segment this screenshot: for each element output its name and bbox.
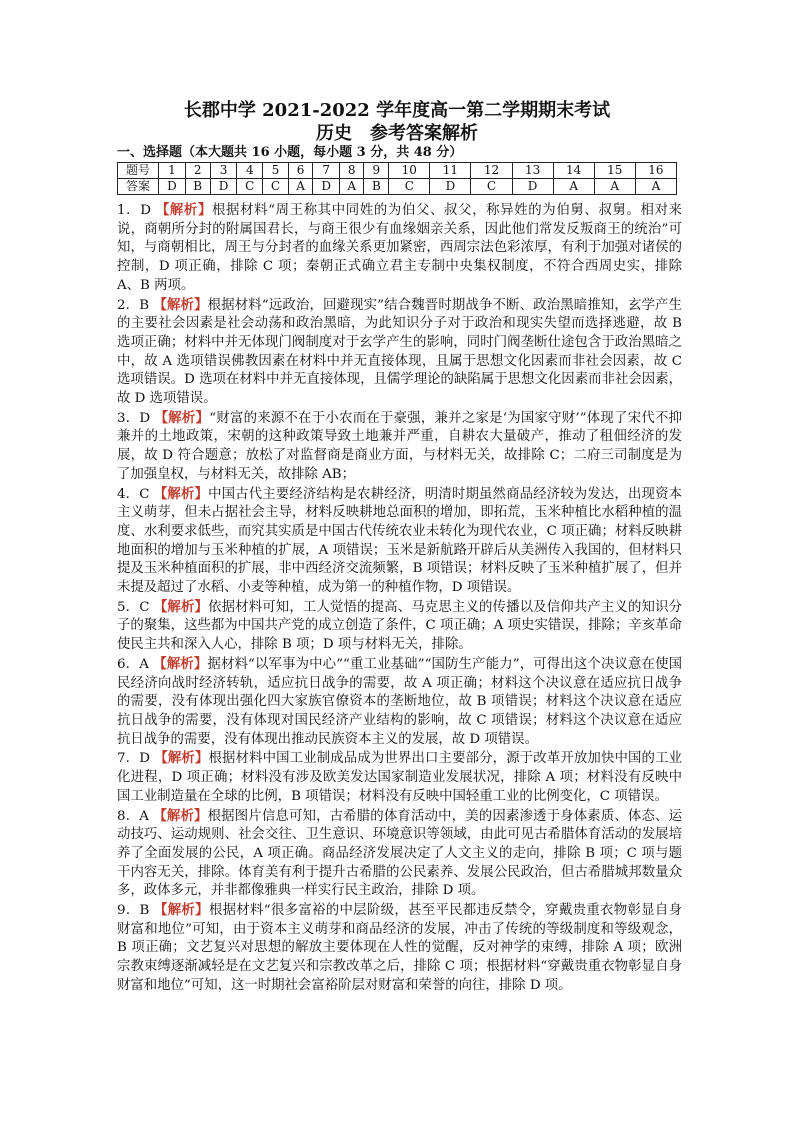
analysis-tag: 【解析】 xyxy=(153,655,208,672)
answer-cell: C xyxy=(263,179,289,195)
question-number: 7 xyxy=(313,163,340,179)
explanation-item xyxy=(117,901,682,996)
analysis-tag: 【解析】 xyxy=(153,296,208,313)
question-number: 9 xyxy=(364,163,389,179)
answer-row xyxy=(118,179,677,195)
explanations xyxy=(117,201,682,996)
analysis-tag: 【解析】 xyxy=(153,598,209,615)
question-number: 1 xyxy=(159,163,186,179)
explanation-text: 根据材料“很多富裕的中层阶级，甚至平民都违反禁令，穿戴贵重衣物彰显自身财富和地位”可知，由于资本主义萌芽和商品经济的发展，冲击了传统的等级制度和等级观念，B 项正确；文艺复兴对思想的解放主要体现在人性的觉醒，反对神学的束缚，排除 A 项；欧洲宗教束缚逐渐减轻是在文艺复兴和宗教改革之后，排除 C 项；根据材料“穿戴贵重衣物彰显自身财富和地位”可知，这一时期社会富裕阶层对财富和荣誉的向往，排除 D 项。 xyxy=(117,903,683,993)
explanation-number: 7．D xyxy=(117,751,155,767)
section-heading: 一、选择题（本大题共 16 小题，每小题 3 分，共 48 分） xyxy=(117,145,463,160)
answer-cell: D xyxy=(210,179,237,195)
explanation-item xyxy=(117,749,682,806)
answer-cell: C xyxy=(471,179,512,195)
explanation-number: 2．B xyxy=(117,297,154,313)
analysis-tag: 【解析】 xyxy=(153,902,209,919)
analysis-tag: 【解析】 xyxy=(154,750,209,767)
question-number: 3 xyxy=(210,163,237,179)
exam-subtitle: 历史 参考答案解析 xyxy=(316,123,478,144)
explanation-item xyxy=(117,409,682,485)
row-label-answer: 答案 xyxy=(118,179,159,195)
question-number: 13 xyxy=(512,163,553,179)
analysis-tag: 【解析】 xyxy=(154,409,210,426)
answer-cell: D xyxy=(512,179,553,195)
answer-cell: A xyxy=(340,179,364,195)
question-number: 8 xyxy=(340,163,364,179)
answer-cell: D xyxy=(430,179,471,195)
explanation-text: “财富的来源不在于小农而在于豪强，兼并之家是‘为国家守财’”体现了宋代不抑兼并的土地政策，宋朝的这种政策导致土地兼并严重，自耕农大量破产，推动了租佃经济的发展，故 D 符合题意；放松了对监督商是商业方面，与材料无关，故排除 C；二府三司制度是为了加强皇权，与材料无关，故排除 AB； xyxy=(117,410,683,482)
explanation-number: 9．B xyxy=(117,903,154,919)
answer-cell: B xyxy=(364,179,389,195)
analysis-tag: 【解析】 xyxy=(153,807,208,824)
explanation-number: 6．A xyxy=(117,656,154,672)
question-number: 10 xyxy=(389,163,430,179)
answer-cell: A xyxy=(635,179,676,195)
explanation-item xyxy=(117,201,682,296)
analysis-tag: 【解析】 xyxy=(153,485,209,502)
question-number: 5 xyxy=(263,163,289,179)
question-number: 4 xyxy=(237,163,263,179)
explanation-number: 1．D xyxy=(117,203,156,218)
explanation-item xyxy=(117,296,682,409)
question-number: 16 xyxy=(635,163,676,179)
row-label-number: 题号 xyxy=(118,163,159,179)
answer-cell: A xyxy=(553,179,594,195)
question-number: 14 xyxy=(553,163,594,179)
answer-cell: A xyxy=(288,179,312,195)
explanation-text: 根据材料中国工业制成品成为世界出口主要部分，源于改革开放加快中国的工业化进程，D 项正确；材料没有涉及欧美发达国家制造业发展状况，排除 A 项；材料没有反映中国工业制造量在全球的比例，B 项错误；材料没有反映中国轻重工业的比例变化，C 项错误。 xyxy=(117,751,683,804)
explanation-item xyxy=(117,807,682,902)
question-number: 12 xyxy=(471,163,512,179)
explanation-number: 4．C xyxy=(117,486,154,502)
question-number-row xyxy=(118,163,677,179)
analysis-tag: 【解析】 xyxy=(155,202,212,218)
explanation-number: 8．A xyxy=(117,808,154,824)
answer-cell: D xyxy=(313,179,340,195)
answer-cell: A xyxy=(594,179,635,195)
explanation-text: 据材料“以军事为中心”“重工业基础”“国防生产能力”，可得出这个决议意在使国民经济向战时经济转轨，适应抗日战争的需要，故 A 项正确；材料这个决议意在适应抗日战争的需要，没有体现出强化四大家族官僚资本的垄断地位，故 B 项错误；材料这个决议意在适应抗日战争的需要，没有体现对国民经济产业结构的影响，故 C 项错误；材料这个决议意在适应抗日战争的需要，没有体现出推动民族资本主义的发展，故 D 项错误。 xyxy=(117,656,683,747)
explanation-number: 3．D xyxy=(117,410,155,426)
answer-cell: C xyxy=(237,179,263,195)
question-number: 15 xyxy=(594,163,635,179)
explanation-item xyxy=(117,598,682,655)
explanation-text: 依据材料可知，工人觉悟的提高、马克思主义的传播以及信仰共产主义的知识分子的聚集，这些都为中国共产党的成立创造了条件，C 项正确；A 项史实错误，排除；辛亥革命使民主共和深入人心，排除 B 项；D 项与材料无关，排除。 xyxy=(117,599,683,653)
explanation-text: 根据材料“远政治，回避现实”结合魏晋时期战争不断、政治黑暗推知，玄学产生的主要社会因素是社会动荡和政治黑暗，为此知识分子对于政治和现实失望而选择逃避，故 B 选项正确；材料中并无体现门阀制度对于玄学产生的影响，同时门阀垄断仕途包含于政治黑暗之中，故 A 选项错误佛教因素在材料中并无直接体现，且属于思想文化因素而非社会因素，故 C 选项错误。D 选项在材料中并无直接体现，且儒学理论的缺陷属于思想文化因素而非社会因素，故 D 选项错误。 xyxy=(117,297,682,407)
question-number: 11 xyxy=(430,163,471,179)
answer-cell: B xyxy=(185,179,210,195)
answer-table xyxy=(117,162,677,195)
explanation-text: 中国古代主要经济结构是农耕经济，明清时期虽然商品经济较为发达，出现资本主义萌芽，但未占据社会主导，材料反映耕地总面积的增加，即拓荒，玉米种植比水稻种植的温度、水利要求低些，而究其实质是中国古代传统农业未转化为现代农业，C 项正确；材料反映耕地面积的增加与玉米种植的扩展，A 项错误；玉米是新航路开辟后从美洲传入我国的，但材料只提及玉米种植面积的扩展，非中西经济交流频繁，B 项错误；材料反映了玉米种植扩展了，但并未提及超过了水稻、小麦等种植，成为第一的种植作物，D 项错误。 xyxy=(117,486,683,596)
question-number: 2 xyxy=(185,163,210,179)
explanation-text: 根据图片信息可知，古希腊的体育活动中，美的因素渗透于身体素质、体态、运动技巧、运动规则、社会交往、卫生意识、环境意识等领域，由此可见古希腊体育活动的发展培养了全面发展的公民，A 项正确。商品经济发展决定了人文主义的走向，排除 B 项；C 项与题干内容无关，排除。体育美有利于提升古希腊的公民素养、发展公民政治，但古希腊城邦数量众多，政体多元，并非都像雅典一样实行民主政治，排除 D 项。 xyxy=(117,808,683,899)
answer-cell: C xyxy=(389,179,430,195)
explanation-item xyxy=(117,485,682,598)
explanation-item xyxy=(117,655,682,750)
question-number: 6 xyxy=(288,163,312,179)
answer-cell: D xyxy=(159,179,186,195)
explanation-text: 根据材料“周王称其中同姓的为伯父、叔父，称异姓的为伯舅、叔舅。相对来说，商朝所分封的附属国君长，与商王很少有血缘姻亲关系，因此他们常发反叛商王的统治”可知，与商朝相比，周王与分封者的血缘关系更加紧密，西周宗法色彩浓厚，有利于加强对诸侯的控制，D 项正确，排除 C 项；秦朝正式确立君主专制中央集权制度，不符合西周史实，排除 A、B 两项。 xyxy=(117,203,683,293)
explanation-number: 5．C xyxy=(117,599,154,615)
exam-title: 长郡中学 2021-2022 学年度高一第二学期期末考试 xyxy=(183,100,611,121)
